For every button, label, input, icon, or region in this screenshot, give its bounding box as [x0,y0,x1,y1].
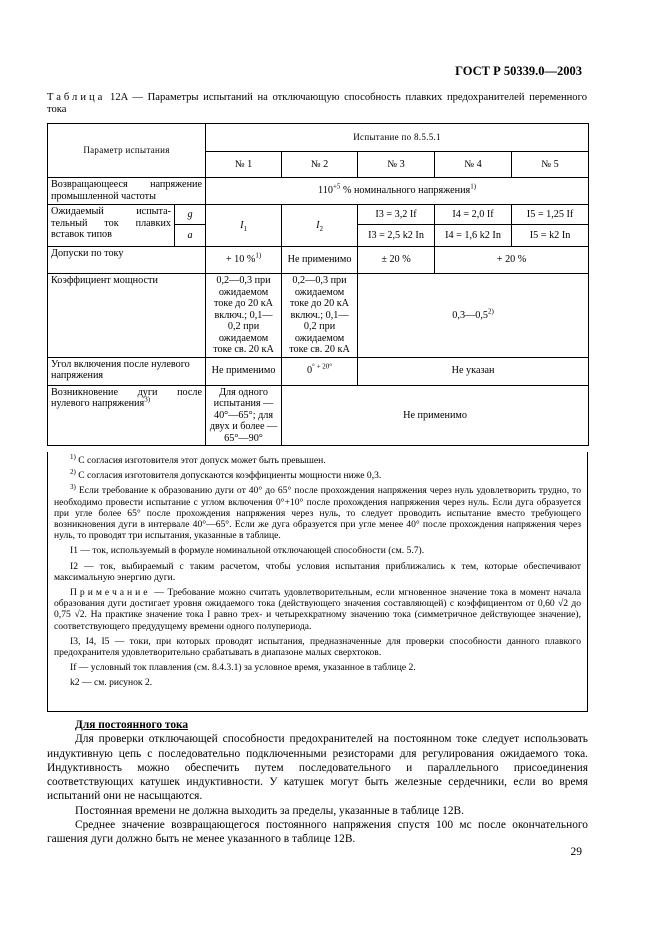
current-g-test-4: I4 = 2,0 If [435,205,512,225]
table-caption-prefix: Таблица [47,92,106,103]
table-caption-number: 12A [110,92,128,103]
test-col-5: № 5 [512,152,589,178]
fuse-type-g: g [175,205,206,225]
row-label-tolerance: Допуски по току [48,247,206,274]
current-a-test-4: I4 = 1,6 k2 In [435,225,512,247]
row-label-switching-angle: Угол включения после нулевого напряжения [48,357,206,385]
tolerance-test-2: Не применимо [282,247,358,274]
footnote-3: $^{3)}$ Если требование к образованию дуги от 40° до 65° после прохождения напряжения через нуль удовлетворить трудно, то необходимо провести испытание с углом включения 0°+10° после прохождения напряжения через нуль. Если дуга образуется при угле более 65° после прохождения напряжения через нуль, то следует проводить испытание вместо требующего возникновения дуги в интервале 40°—65°. Если же дуга образуется при угле менее 40° после прохождения напряжения через нуль, то проводят три испытания, указанные в таблице. [54,483,581,542]
arc-initiation-test-2-5: Не применимо [282,385,589,446]
current-a-test-3: I3 = 2,5 k2 In [358,225,435,247]
power-factor-test-3-5: 0,3—0,5$^{2)}$ [358,274,589,358]
definition-k2: k2 — см. рисунок 2. [70,677,153,689]
definition-if: If — условный ток плавления (см. 8.4.3.1) за условное время, указанное в таблице 2. [70,662,416,674]
switching-angle-test-2: $0^{^\circ + 20^\circ}$ [282,357,358,385]
power-factor-test-1: 0,2—0,3 при ожидаемом токе до 20 кА включ.; 0,1—0,2 при ожидаемом токе св. 20 кА [206,274,282,358]
dc-heading: Для постоянного тока [75,719,189,731]
param-header: Параметр испытания [48,124,206,178]
dc-paragraph-3: Среднее значение возвращающегося постоянного напряжения спустя 100 мс после окончательного гашения дуги должно быть не менее указанного в таблице 12В. [47,819,588,846]
row-label-prospective-current: Ожидаемый испыта-тельный ток плавких вставок типов [48,205,175,247]
current-test-1: $I_1$ [206,205,282,247]
dc-paragraph-2: Постоянная времени не должна выходить за пределы, указанные в таблице 12В. [75,804,464,817]
row-label-recovery-voltage: Возвращающееся напряжение промышленной частоты [48,178,206,205]
table-caption [47,92,587,116]
remark: Примечание — Требование можно считать удовлетворительным, если мгновенное значение тока в момент начала образования дуги достигает уровня ожидаемого тока (действующего значения составляющей) с коэффициентом от 0,60 √2 до 0,75 √2. На практике значение тока I равно трех- и четырехкратному значению тока (симметричное действующее значение), соответствующего предудущему времени одного полупериода. [54,587,581,632]
test-col-1: № 1 [206,152,282,178]
footnote-1: $^{1)}$ С согласия изготовителя этот допуск может быть превышен. [70,452,326,466]
definition-i1: I1 — ток, используемый в формуле номинальной отключающей способности (см. 5.7). [70,545,425,557]
current-test-2: $I_2$ [282,205,358,247]
table-notes [47,452,588,712]
test-col-2: № 2 [282,152,358,178]
parameters-table [47,123,589,446]
switching-angle-test-1: Не применимо [206,357,282,385]
test-col-4: № 4 [435,152,512,178]
definition-i2: I2 — ток, выбираемый с таким расчетом, чтобы условия испытания приближались к тем, которые обеспечивают максимальную энергию дуги. [54,560,581,583]
definition-i3-i5: I3, I4, I5 — токи, при которых проводят испытания, предназначенные для проверки способности данного плавкого предохранителя удовлетворительно срабатывать в диапазоне малых сверхтоков. [54,635,581,659]
dc-section [47,718,588,847]
arc-initiation-test-1: Для одного испытания — 40°—65°; для двух и более — 65°—90° [206,385,282,446]
current-g-test-3: I3 = 3,2 If [358,205,435,225]
current-g-test-5: I5 = 1,25 If [512,205,589,225]
tolerance-test-3: ± 20 % [358,247,435,274]
recovery-voltage-value: $110^{+5}$ % номинального напряжения$^{1)}$ [206,178,589,205]
tolerance-test-4-5: + 20 % [435,247,589,274]
fuse-type-a: a [175,225,206,247]
footnote-2: $^{2)}$ С согласия изготовителя допускаются коэффициенты мощности ниже 0,3. [70,468,382,482]
test-header: Испытание по 8.5.5.1 [206,124,589,152]
document-id: ГОСТ Р 50339.0—2003 [455,64,582,78]
dc-paragraph-1: Для проверки отключающей способности предохранителей на постоянном токе следует использовать индуктивную цепь с последовательно подключенными резисторами для регулирования ожидаемого тока. Индуктивность можно обеспечить путем последовательного и параллельного присоединения соответствующих катушек индуктивности. У катушек могут быть железные сердечники, если во время испытаний они не насыщаются. [47,733,588,803]
row-label-power-factor: Коэффициент мощности [48,274,206,358]
table-caption-text: — Параметры испытаний на отключающую способность плавких предохранителей переменного тока [47,92,587,115]
test-col-3: № 3 [358,152,435,178]
page-number: 29 [570,846,582,858]
tolerance-test-1: + 10 %$^{1)}$ [206,247,282,274]
current-a-test-5: I5 = k2 In [512,225,589,247]
switching-angle-test-3-5: Не указан [358,357,589,385]
power-factor-test-2: 0,2—0,3 при ожидаемом токе до 20 кА включ.; 0,1—0,2 при ожидаемом токе св. 20 кА [282,274,358,358]
row-label-arc-initiation: Возникновение дуги после нулевого напряжения$^{3)}$ [48,385,206,446]
